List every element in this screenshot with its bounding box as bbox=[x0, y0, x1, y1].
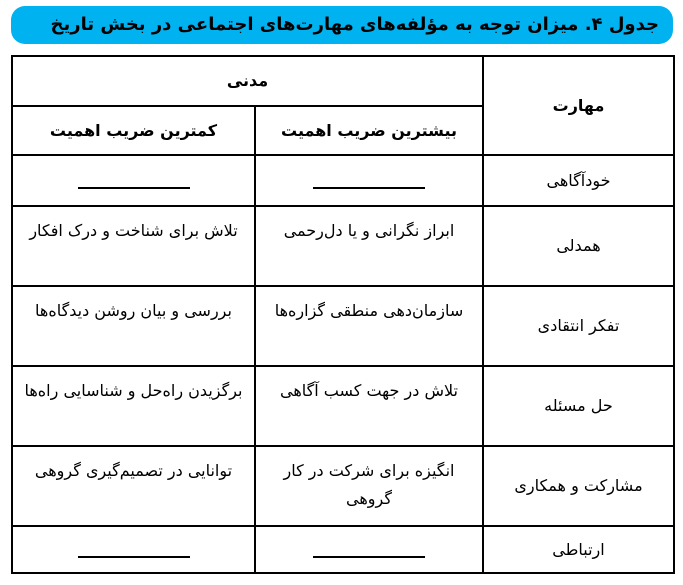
table-row bbox=[12, 526, 674, 573]
table-row bbox=[12, 286, 674, 366]
most-cell bbox=[255, 155, 483, 206]
least-cell: برگزیدن راه‌حل و شناسایی راه‌ها bbox=[12, 366, 255, 446]
blank-line bbox=[313, 542, 425, 558]
blank-line bbox=[313, 173, 425, 189]
least-cell bbox=[12, 155, 255, 206]
table-row bbox=[12, 155, 674, 206]
most-cell: تلاش در جهت کسب آگاهی bbox=[255, 366, 483, 446]
header-most-important: بیشترین ضریب اهمیت bbox=[255, 106, 483, 155]
least-cell: تلاش برای شناخت و درک افکار bbox=[12, 206, 255, 286]
least-cell: بررسی و بیان روشن دیدگاه‌ها bbox=[12, 286, 255, 366]
skill-cell: ارتباطی bbox=[483, 526, 674, 573]
skill-cell: تفکر انتقادی bbox=[483, 286, 674, 366]
header-skill: مهارت bbox=[483, 56, 674, 155]
skill-cell: مشارکت و همکاری bbox=[483, 446, 674, 526]
least-cell bbox=[12, 526, 255, 573]
skill-cell: همدلی bbox=[483, 206, 674, 286]
most-cell bbox=[255, 526, 483, 573]
skills-table bbox=[11, 55, 675, 574]
skill-cell: حل مسئله bbox=[483, 366, 674, 446]
least-cell: توانایی در تصمیم‌گیری گروهی bbox=[12, 446, 255, 526]
table-row bbox=[12, 366, 674, 446]
most-cell: انگیزه برای شرکت در کار گروهی bbox=[255, 446, 483, 526]
most-cell: ابراز نگرانی و یا دل‌رحمی bbox=[255, 206, 483, 286]
table-row bbox=[12, 206, 674, 286]
table-caption: جدول ۴. میزان توجه به مؤلفه‌های مهارت‌های اجتماعی در بخش تاریخ bbox=[11, 6, 673, 44]
skill-cell: خودآگاهی bbox=[483, 155, 674, 206]
header-civic-group: مدنی bbox=[12, 56, 483, 106]
blank-line bbox=[78, 173, 190, 189]
table-row bbox=[12, 446, 674, 526]
header-least-important: کمترین ضریب اهمیت bbox=[12, 106, 255, 155]
blank-line bbox=[78, 542, 190, 558]
most-cell: سازمان‌دهی منطقی گزاره‌ها bbox=[255, 286, 483, 366]
